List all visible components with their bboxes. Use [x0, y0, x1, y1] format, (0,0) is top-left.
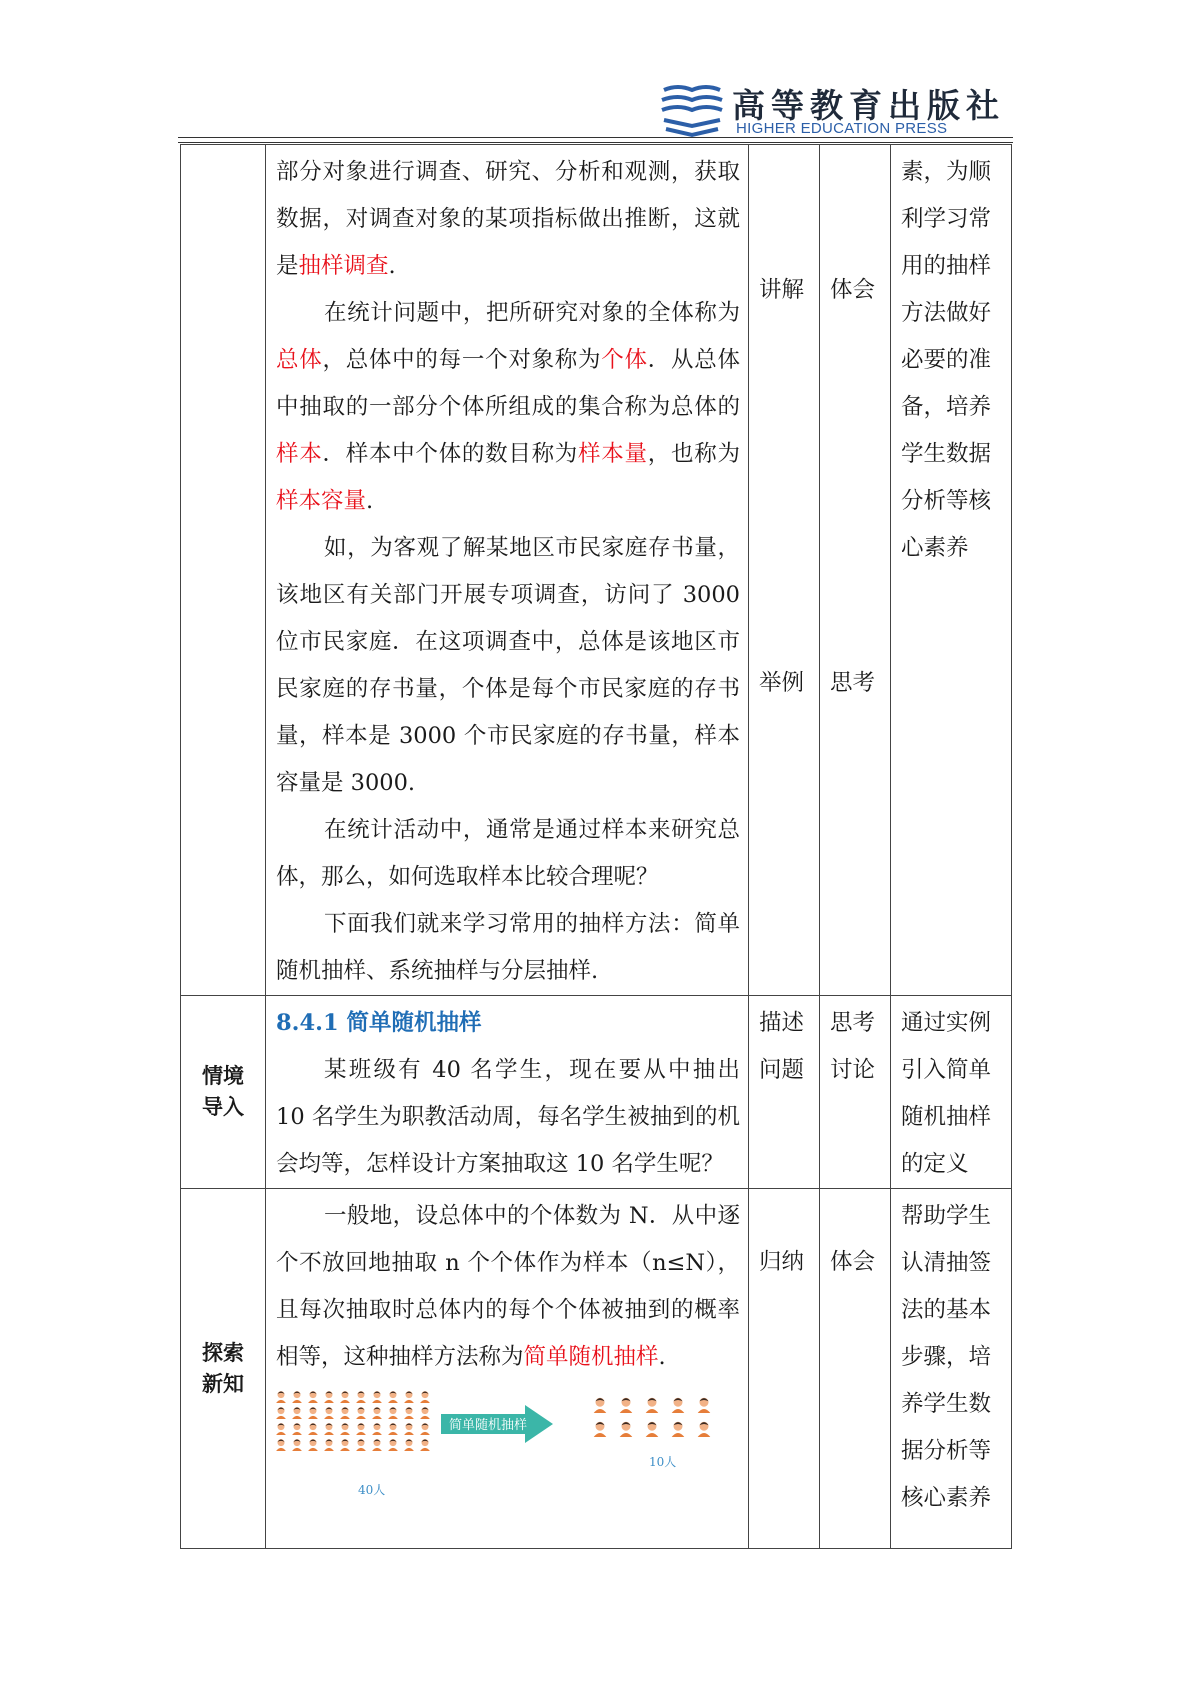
person-icon — [695, 1419, 713, 1437]
person-icon — [386, 1421, 400, 1435]
paragraph: 如，为客观了解某地区市民家庭存书量，该地区有关部门开展专项调查，访问了 3000 位市民家庭．在这项调查中，总体是该地区市民家庭的存书量，个体是每个市民家庭的存书量，样本是 3000 个市民家庭的存书量，样本容量是 3000. — [276, 535, 740, 796]
person-icon — [338, 1389, 352, 1403]
paragraph: 在统计活动中，通常是通过样本来研究总体，那么，如何选取样本比较合理呢？ — [276, 817, 740, 890]
intent-line: 利学习常 — [901, 206, 992, 232]
person-icon — [418, 1437, 432, 1451]
person-icon — [643, 1419, 661, 1437]
key-term: 样本容量 — [276, 488, 367, 514]
person-icon — [354, 1405, 368, 1419]
page-header — [178, 78, 1013, 143]
key-term: 总体 — [276, 347, 323, 373]
intent-line: 据分析等 — [901, 1438, 992, 1464]
student-activity: 思考 — [830, 670, 876, 696]
person-icon — [290, 1437, 304, 1451]
intent-line: 引入简单 — [901, 1057, 992, 1083]
person-icon — [306, 1405, 320, 1419]
paragraph: 一般地，设总体中的个体数为 N．从中逐个不放回地抽取 n 个个体作为样本（n≤N），且每次抽取时总体内的每个个体被抽到的概率相等，这种抽样方法称为简单随机抽样. — [276, 1203, 740, 1370]
intent-line: 法的基本 — [901, 1297, 992, 1323]
intent-line: 素，为顺 — [901, 159, 992, 185]
person-icon — [591, 1419, 609, 1437]
header-rule-thin — [178, 142, 1013, 143]
sample-group — [591, 1395, 713, 1437]
person-icon — [274, 1405, 288, 1419]
intent-line: 步骤，培 — [901, 1344, 992, 1370]
person-icon — [370, 1421, 384, 1435]
intent-line: 心素养 — [901, 535, 969, 561]
stage-cell — [181, 996, 266, 1189]
person-icon — [290, 1405, 304, 1419]
person-icon — [338, 1405, 352, 1419]
intent-line: 学生数据 — [901, 441, 992, 467]
intent-line: 随机抽样 — [901, 1104, 992, 1130]
student-activity: 讨论 — [830, 1057, 876, 1083]
content-cell — [266, 1189, 749, 1549]
person-icon — [386, 1437, 400, 1451]
key-term: 样本量 — [578, 441, 648, 467]
sample-label: 10人 — [649, 1455, 677, 1469]
person-icon — [418, 1389, 432, 1403]
person-icon — [322, 1437, 336, 1451]
sampling-arrow — [441, 1405, 553, 1443]
key-term: 抽样调查 — [298, 253, 389, 279]
intent-line: 备，培养 — [901, 394, 992, 420]
student-activity: 体会 — [830, 277, 876, 303]
design-intent-cell — [891, 996, 1012, 1189]
population-label: 40人 — [358, 1483, 386, 1497]
person-icon — [370, 1405, 384, 1419]
person-icon — [669, 1419, 687, 1437]
person-icon — [418, 1405, 432, 1419]
content-cell — [266, 996, 749, 1189]
paragraph: 下面我们就来学习常用的抽样方法：简单随机抽样、系统抽样与分层抽样. — [276, 911, 740, 984]
person-icon — [354, 1389, 368, 1403]
person-icon — [402, 1421, 416, 1435]
intent-line: 核心素养 — [901, 1485, 992, 1511]
person-icon — [274, 1437, 288, 1451]
person-icon — [322, 1389, 336, 1403]
person-icon — [354, 1421, 368, 1435]
stage-label: 导入 — [202, 1095, 244, 1119]
student-activity-cell — [820, 145, 891, 996]
teacher-activity-cell — [749, 145, 820, 996]
student-activity-cell — [820, 996, 891, 1189]
student-activity: 体会 — [830, 1249, 876, 1275]
table-row — [181, 996, 1012, 1189]
person-icon — [386, 1405, 400, 1419]
table-row — [181, 1189, 1012, 1549]
intent-line: 帮助学生 — [901, 1203, 992, 1229]
publisher-name-en: HIGHER EDUCATION PRESS — [736, 120, 948, 137]
lesson-plan-table — [180, 144, 1012, 1549]
person-icon — [643, 1395, 661, 1413]
intent-line: 必要的准 — [901, 347, 992, 373]
person-icon — [290, 1421, 304, 1435]
teacher-activity: 归纳 — [759, 1249, 805, 1275]
publisher-logo — [658, 80, 1005, 138]
person-icon — [290, 1389, 304, 1403]
population-group — [274, 1389, 432, 1451]
person-icon — [370, 1389, 384, 1403]
design-intent-cell — [891, 1189, 1012, 1549]
teacher-activity: 问题 — [759, 1057, 805, 1083]
person-icon — [386, 1389, 400, 1403]
intent-line: 的定义 — [901, 1151, 969, 1177]
person-icon — [306, 1437, 320, 1451]
teacher-activity: 举例 — [759, 670, 805, 696]
paragraph: 某班级有 40 名学生，现在要从中抽出 10 名学生为职教活动周，每名学生被抽到的机会均等，怎样设计方案抽取这 10 名学生呢？ — [276, 1057, 740, 1177]
person-icon — [322, 1421, 336, 1435]
student-activity-cell — [820, 1189, 891, 1549]
paragraph: 在统计问题中，把所研究对象的全体称为总体，总体中的每一个对象称为个体．从总体中抽取的一部分个体所组成的集合称为总体的样本．样本中个体的数目称为样本量，也称为样本容量. — [276, 300, 740, 514]
person-icon — [402, 1437, 416, 1451]
person-icon — [591, 1395, 609, 1413]
teacher-activity: 讲解 — [759, 277, 805, 303]
sampling-illustration — [266, 1381, 748, 1506]
teacher-activity-cell — [749, 996, 820, 1189]
publisher-name-cn: 高等教育出版社 — [732, 86, 1005, 125]
design-intent-cell — [891, 145, 1012, 996]
intent-line: 分析等核 — [901, 488, 992, 514]
publisher-book-icon — [658, 82, 728, 138]
key-term: 简单随机抽样 — [523, 1344, 659, 1370]
paragraph: 部分对象进行调查、研究、分析和观测，获取数据，对调查对象的某项指标做出推断，这就是抽样调查. — [276, 159, 740, 279]
person-icon — [695, 1395, 713, 1413]
student-activity: 思考 — [830, 1010, 876, 1036]
person-icon — [617, 1395, 635, 1413]
content-cell — [266, 145, 749, 996]
key-term: 样本 — [276, 441, 323, 467]
header-rule — [178, 137, 1013, 138]
person-icon — [370, 1437, 384, 1451]
person-icon — [418, 1421, 432, 1435]
stage-label: 探索 — [202, 1340, 244, 1365]
person-icon — [306, 1389, 320, 1403]
person-icon — [402, 1405, 416, 1419]
table-row — [181, 145, 1012, 996]
stage-label: 新知 — [202, 1371, 244, 1396]
intent-line: 用的抽样 — [901, 253, 992, 279]
teacher-activity-cell — [749, 1189, 820, 1549]
person-icon — [338, 1421, 352, 1435]
intent-line: 养学生数 — [901, 1391, 992, 1417]
person-icon — [274, 1389, 288, 1403]
intent-line: 通过实例 — [901, 1010, 992, 1036]
person-icon — [322, 1405, 336, 1419]
intent-line: 认清抽签 — [901, 1250, 992, 1276]
person-icon — [354, 1437, 368, 1451]
person-icon — [669, 1395, 687, 1413]
stage-cell — [181, 1189, 266, 1549]
arrow-label: 简单随机抽样 — [449, 1418, 528, 1433]
intent-line: 方法做好 — [901, 300, 992, 326]
stage-cell — [181, 145, 266, 996]
stage-label: 情境 — [202, 1064, 244, 1088]
person-icon — [274, 1421, 288, 1435]
section-heading: 8.4.1 简单随机抽样 — [276, 1010, 482, 1036]
person-icon — [402, 1389, 416, 1403]
person-icon — [306, 1421, 320, 1435]
key-term: 个体 — [601, 347, 648, 373]
person-icon — [338, 1437, 352, 1451]
person-icon — [617, 1419, 635, 1437]
teacher-activity: 描述 — [759, 1010, 805, 1036]
